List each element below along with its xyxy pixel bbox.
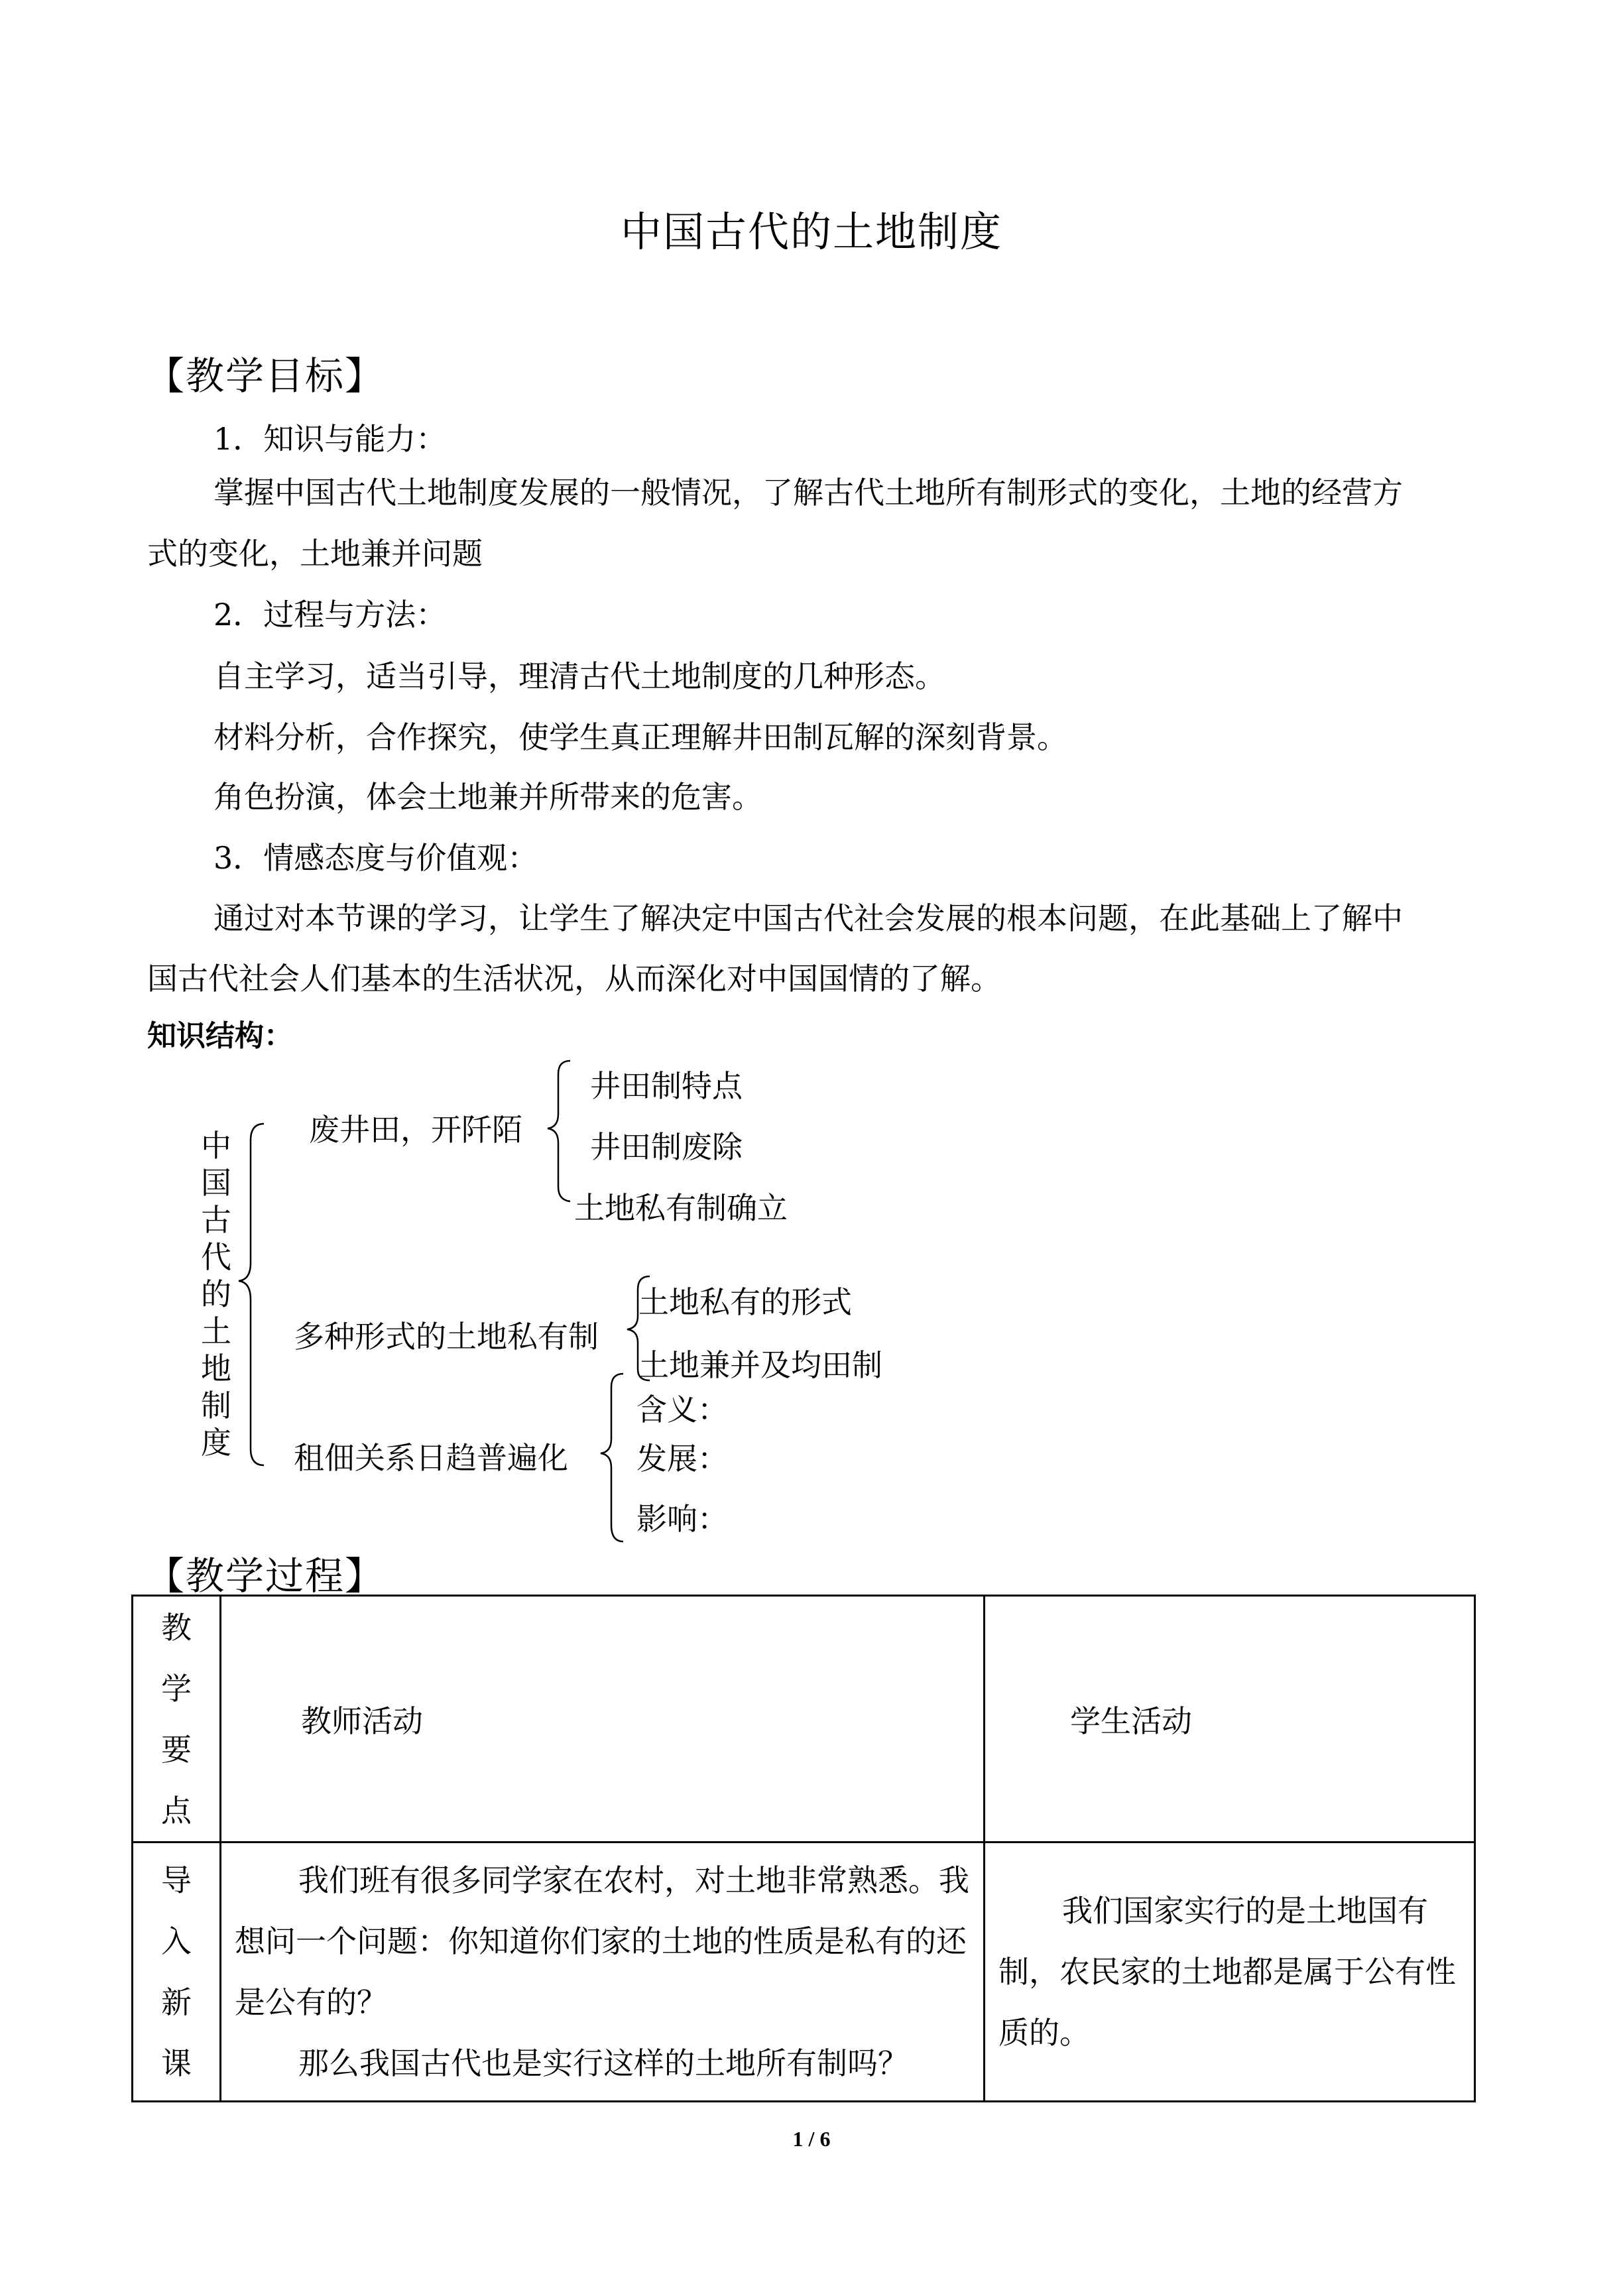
objective-1-line-2: 式的变化，土地兼并问题 <box>147 536 483 572</box>
row1-teacher-paragraph-2: 那么我国古代也是实行这样的土地所有制吗？ <box>298 2045 908 2081</box>
structure-heading: 知识结构： <box>147 1019 293 1053</box>
branch1-child-3: 土地私有制确立 <box>574 1190 788 1226</box>
objective-2-paragraph-1: 自主学习，适当引导，理清古代土地制度的几种形态。 <box>213 658 945 694</box>
objectives-heading: 【教学目标】 <box>146 353 385 398</box>
objective-3-heading: 3．情感态度与价值观： <box>213 840 538 876</box>
process-table <box>131 1595 1476 2102</box>
table-header-row <box>133 1596 1475 1843</box>
table-row <box>133 1843 1475 2102</box>
row1-teacher-paragraph-1: 我们班有很多同学家在农村，对土地非常熟悉。我想问一个问题：你知道你们家的土地的性质是私有的还是公有的？ <box>235 1862 969 2020</box>
objective-1-heading: 1．知识与能力： <box>213 421 447 457</box>
branch3-child-3: 影响： <box>636 1501 728 1537</box>
objective-1-line-1: 掌握中国古代土地制度发展的一般情况，了解古代土地所有制形式的变化，土地的经营方 <box>213 475 1403 511</box>
row1-key-point: 导入新课 <box>133 1843 221 2102</box>
process-heading: 【教学过程】 <box>146 1553 385 1599</box>
row1-teacher-activity <box>221 1843 985 2102</box>
branch2-child-1: 土地私有的形式 <box>638 1284 852 1320</box>
branch3-child-2: 发展： <box>636 1441 728 1477</box>
page-number: 1 / 6 <box>792 2127 831 2151</box>
objective-3-line-2: 国古代社会人们基本的生活状况，从而深化对中国国情的了解。 <box>147 961 1001 997</box>
page-title: 中国古代的土地制度 <box>620 208 1002 256</box>
header-teacher-activity: 教师活动 <box>221 1596 985 1843</box>
branch3-brace <box>601 1374 623 1541</box>
objective-2-paragraph-3: 角色扮演，体会土地兼并所带来的危害。 <box>213 779 762 815</box>
branch1-label: 废井田，开阡陌 <box>309 1112 522 1148</box>
objective-2-paragraph-2: 材料分析，合作探究，使学生真正理解井田制瓦解的深刻背景。 <box>213 719 1067 755</box>
objective-2-heading: 2．过程与方法： <box>213 597 447 633</box>
branch2-child-2: 土地兼并及均田制 <box>638 1347 882 1383</box>
branch3-child-1: 含义： <box>636 1392 728 1427</box>
root-brace <box>239 1124 264 1465</box>
header-key-points: 教学要点 <box>133 1596 221 1843</box>
structure-root: 中国古代的土地制度 <box>201 1128 231 1461</box>
row1-student-activity: 我们国家实行的是土地国有制，农民家的土地都是属于公有性质的。 <box>985 1843 1475 2102</box>
branch1-child-2: 井田制废除 <box>590 1129 743 1165</box>
branch3-label: 租佃关系日趋普遍化 <box>294 1440 568 1476</box>
objective-3-line-1: 通过对本节课的学习，让学生了解决定中国古代社会发展的根本问题，在此基础上了解中 <box>213 900 1403 936</box>
branch1-child-1: 井田制特点 <box>590 1068 743 1104</box>
branch2-label: 多种形式的土地私有制 <box>294 1319 599 1355</box>
header-student-activity: 学生活动 <box>985 1596 1475 1843</box>
branch1-brace <box>548 1061 570 1201</box>
